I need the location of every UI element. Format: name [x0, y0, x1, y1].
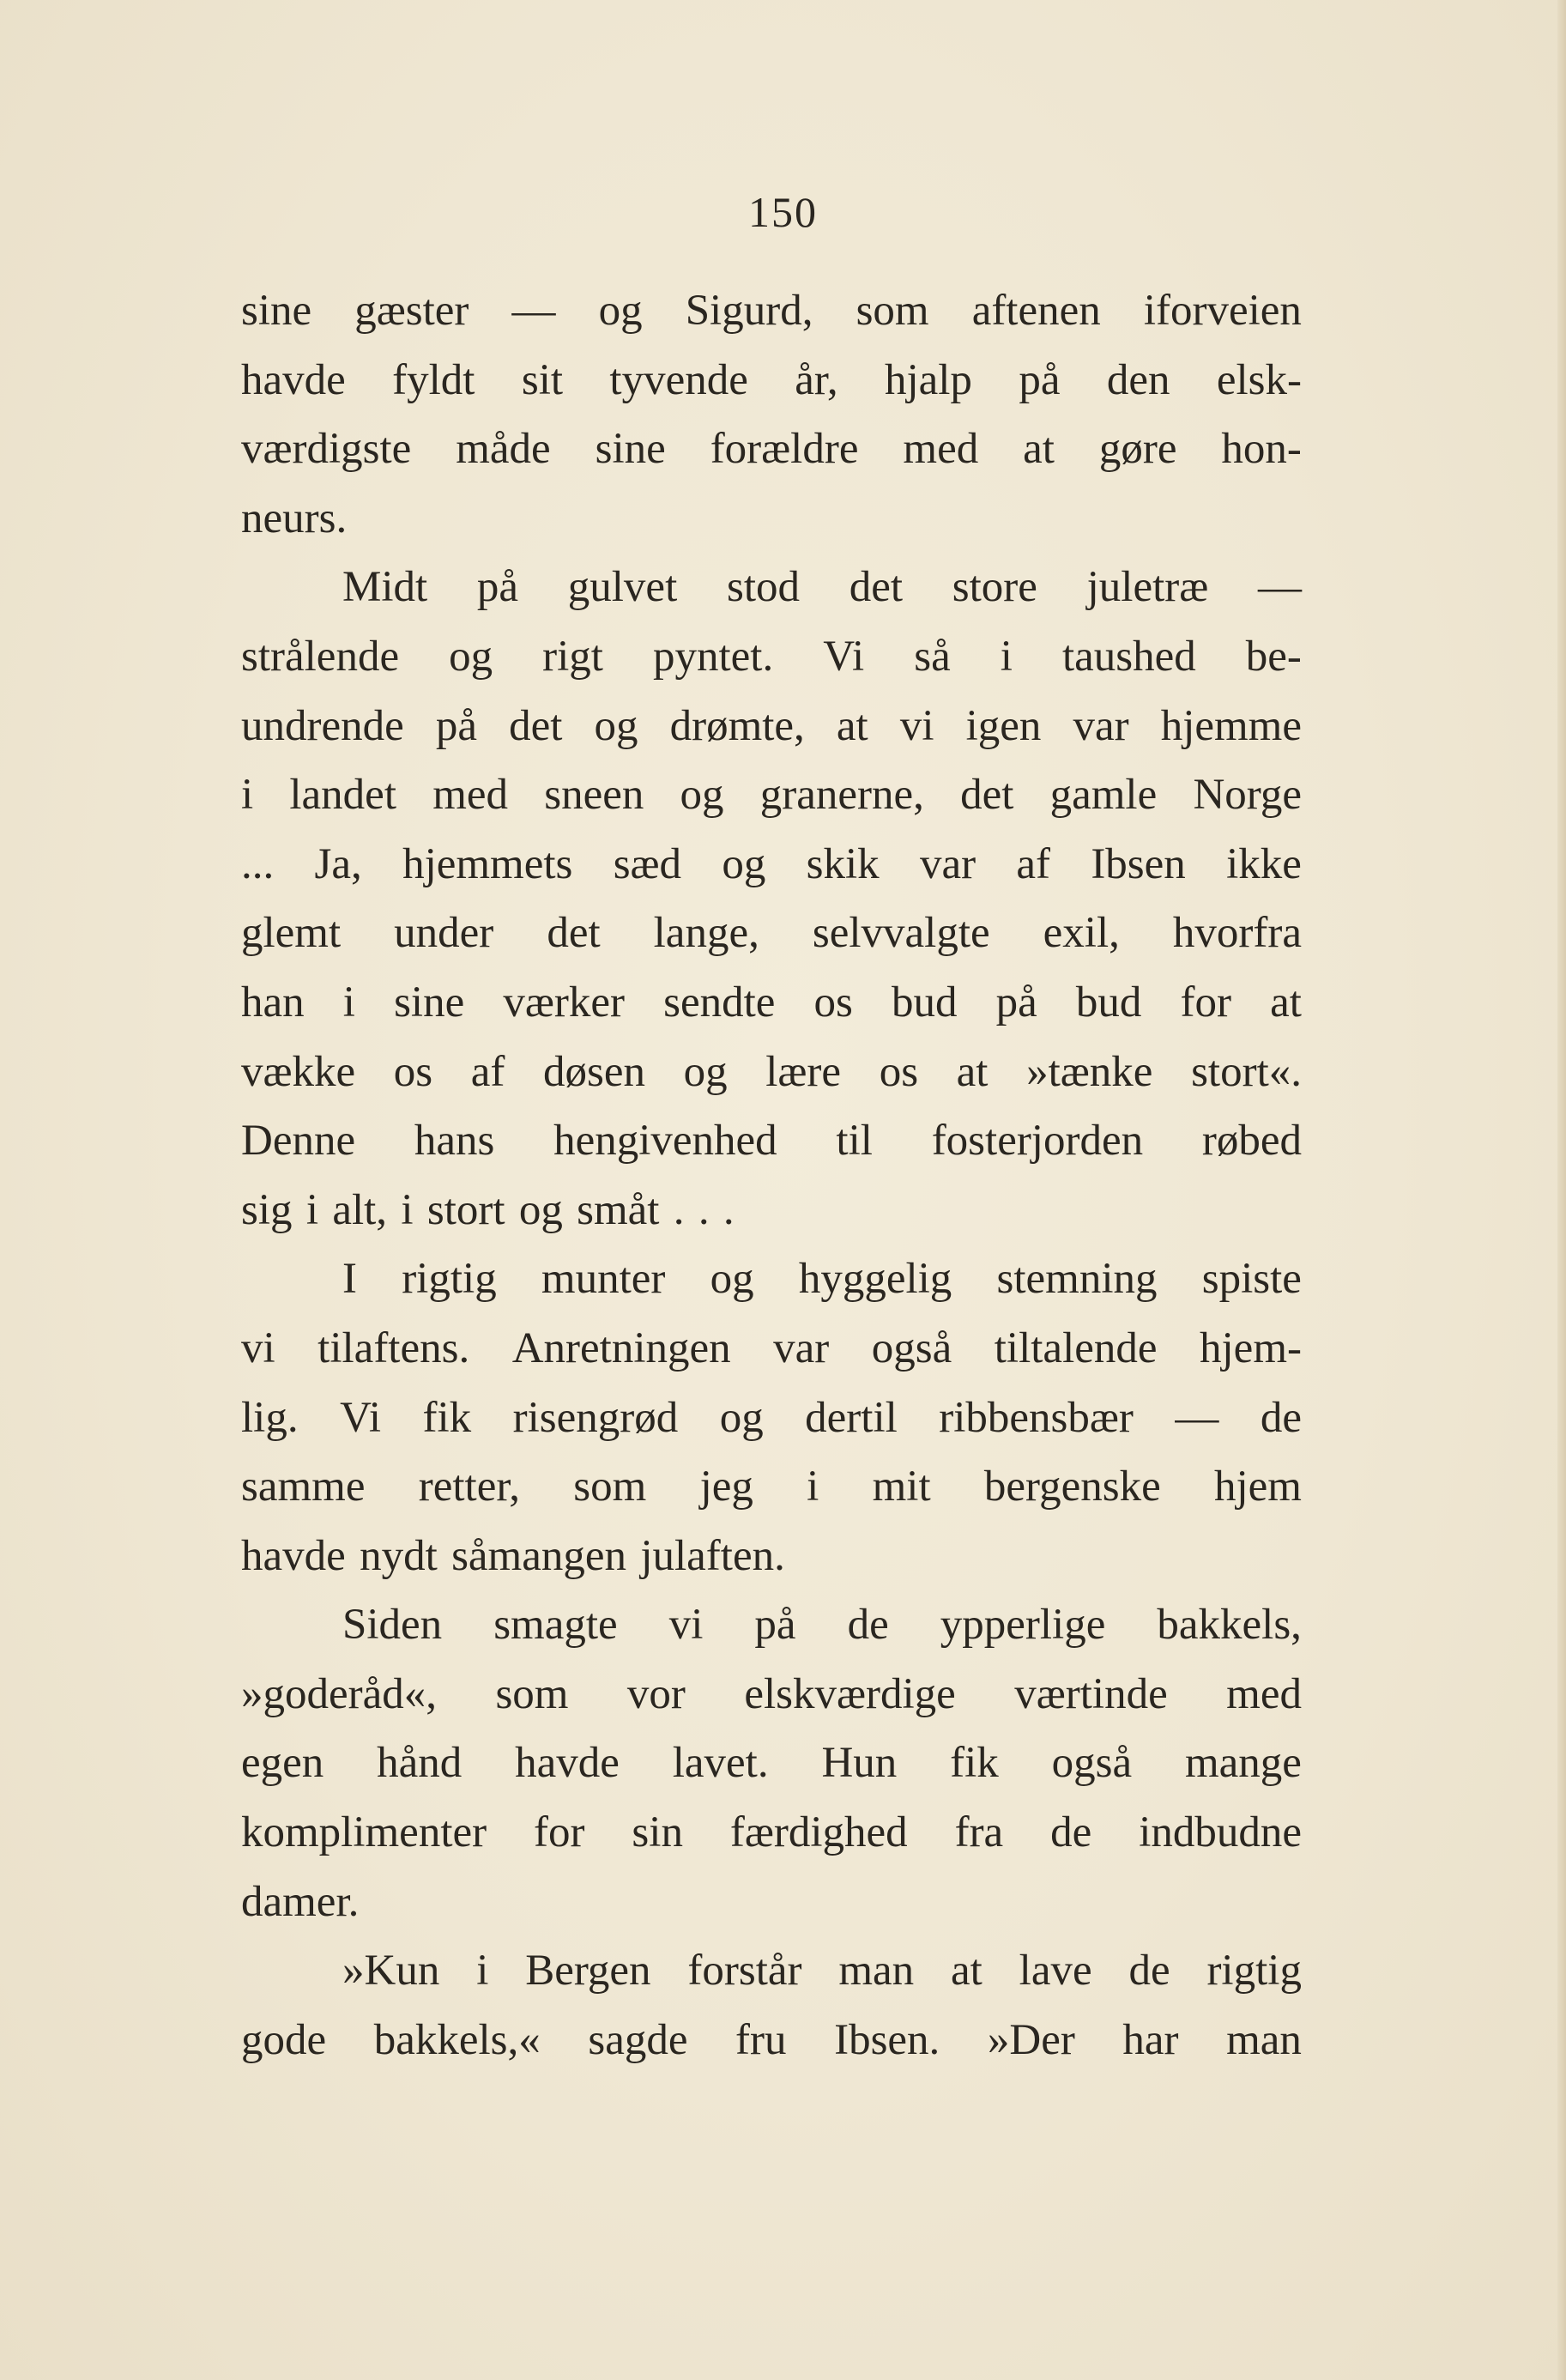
- word: skik: [806, 839, 880, 888]
- word: hengivenhed: [553, 1117, 777, 1166]
- word: bud: [892, 978, 958, 1026]
- word: os: [813, 978, 853, 1026]
- word: Ibsen: [1091, 839, 1186, 888]
- word: vi: [899, 701, 934, 750]
- word: i: [342, 978, 355, 1026]
- word: taushed: [1061, 632, 1196, 681]
- word: tyvende: [609, 355, 748, 404]
- word: de: [1128, 1947, 1170, 1995]
- word: glemt: [241, 909, 342, 958]
- word: ribbensbær: [939, 1393, 1134, 1442]
- word: værker: [503, 978, 625, 1026]
- text-line: [241, 1522, 1302, 1591]
- word: munter: [541, 1255, 666, 1304]
- word: stort: [426, 1185, 505, 1234]
- word: det: [547, 909, 601, 958]
- word: under: [394, 909, 494, 958]
- word: Vi: [823, 632, 865, 681]
- word: strålende: [241, 632, 400, 681]
- word: store: [952, 563, 1037, 612]
- word: lære: [765, 1047, 842, 1096]
- word: tiltalende: [994, 1323, 1158, 1372]
- text-line: [241, 1729, 1302, 1798]
- word: og: [449, 632, 493, 681]
- word: landet: [289, 771, 396, 820]
- word: lave: [1019, 1947, 1092, 1995]
- word: indbudne: [1139, 1808, 1302, 1857]
- word: sneen: [544, 771, 644, 820]
- word: og: [719, 1393, 764, 1442]
- word: og: [598, 287, 643, 335]
- word: som: [856, 287, 929, 335]
- word: på: [1019, 355, 1061, 404]
- word: selvvalgte: [812, 909, 990, 958]
- word: egen: [241, 1739, 324, 1788]
- word: »goderåd«,: [241, 1669, 438, 1718]
- word: »tænke: [1026, 1047, 1153, 1096]
- text-line: [241, 346, 1302, 415]
- word: vække: [241, 1047, 356, 1096]
- word: ikke: [1226, 839, 1302, 888]
- word: og: [594, 701, 638, 750]
- word: bergenske: [983, 1463, 1161, 1511]
- word: stort«.: [1191, 1047, 1302, 1096]
- word: gæster: [354, 287, 469, 335]
- text-line: [241, 968, 1302, 1038]
- word: smagte: [493, 1601, 618, 1650]
- word: år,: [795, 355, 838, 404]
- word: i: [1000, 632, 1013, 681]
- word: småt: [577, 1185, 660, 1234]
- text-line: [241, 1384, 1302, 1453]
- word: at: [836, 701, 868, 750]
- word: julaften.: [640, 1531, 785, 1580]
- word: for: [1180, 978, 1231, 1026]
- word: sine: [394, 978, 465, 1026]
- word: samme: [241, 1463, 366, 1511]
- word: af: [1016, 839, 1051, 888]
- word: som: [495, 1669, 569, 1718]
- word: i: [807, 1463, 819, 1511]
- text-line: [241, 692, 1302, 761]
- word: hjemmets: [402, 839, 573, 888]
- word: fra: [954, 1808, 1004, 1857]
- word: iforveien: [1143, 287, 1302, 335]
- text-line: [241, 484, 1302, 554]
- word: I: [342, 1255, 357, 1304]
- word: gulvet: [567, 563, 678, 612]
- word: mange: [1184, 1739, 1302, 1788]
- word: det: [509, 701, 563, 750]
- word: og: [680, 771, 724, 820]
- text-line: [241, 1936, 1302, 2006]
- word: lange,: [653, 909, 759, 958]
- word: med: [903, 425, 979, 474]
- word: dertil: [805, 1393, 898, 1442]
- word: måde: [456, 425, 551, 474]
- page-number: 150: [748, 188, 818, 236]
- word: sig: [241, 1185, 293, 1234]
- word: på: [995, 978, 1037, 1026]
- word: Denne: [241, 1117, 356, 1166]
- text-line: [241, 2006, 1302, 2075]
- word: de: [1050, 1808, 1092, 1857]
- text-line: [241, 830, 1302, 899]
- word: var: [773, 1323, 830, 1372]
- word: vi: [668, 1601, 704, 1650]
- word: færdighed: [729, 1808, 908, 1857]
- word: »Kun: [342, 1947, 440, 1995]
- word: forstår: [687, 1947, 802, 1995]
- word: hon-: [1221, 425, 1302, 474]
- word: igen: [965, 701, 1042, 750]
- word: bud: [1075, 978, 1142, 1026]
- word: Midt: [342, 563, 428, 612]
- word: bakkels,«: [373, 2015, 541, 2064]
- word: sit: [521, 355, 564, 404]
- text-line: [241, 1314, 1302, 1384]
- word: sæd: [613, 839, 682, 888]
- word: fyldt: [392, 355, 475, 404]
- word: Norge: [1193, 771, 1302, 820]
- word: med: [432, 771, 509, 820]
- word: gamle: [1049, 771, 1158, 820]
- word: på: [476, 563, 519, 612]
- word: Sigurd,: [685, 287, 813, 335]
- word: i: [305, 1185, 319, 1234]
- word: døsen: [543, 1047, 645, 1096]
- word: også: [1051, 1739, 1133, 1788]
- text-line: [241, 1798, 1302, 1868]
- word: Ja,: [314, 839, 362, 888]
- word: fru: [735, 2015, 787, 2064]
- word: at: [956, 1047, 989, 1096]
- word: også: [871, 1323, 952, 1372]
- word: drømte,: [669, 701, 805, 750]
- word: hjalp: [884, 355, 972, 404]
- word: Ibsen.: [834, 2015, 940, 2064]
- word: han: [241, 978, 305, 1026]
- word: retter,: [418, 1463, 521, 1511]
- word: hjemme: [1160, 701, 1302, 750]
- text-line: [241, 760, 1302, 830]
- word: hånd: [377, 1739, 463, 1788]
- text-line: [241, 276, 1302, 346]
- text-line: [241, 1176, 1302, 1245]
- word: som: [573, 1463, 647, 1511]
- word: med: [1226, 1669, 1302, 1718]
- word: at: [1270, 978, 1302, 1026]
- text-line: [241, 1038, 1302, 1107]
- body-text: [241, 276, 1302, 2074]
- word: og: [722, 839, 766, 888]
- word: og: [683, 1047, 728, 1096]
- word: sagde: [588, 2015, 688, 2064]
- word: så: [914, 632, 951, 681]
- word: hjem: [1213, 1463, 1302, 1511]
- word: på: [754, 1601, 796, 1650]
- word: det: [960, 771, 1014, 820]
- word: damer.: [241, 1877, 360, 1926]
- word: Siden: [342, 1601, 443, 1650]
- word: sine: [595, 425, 666, 474]
- word: såmangen: [451, 1531, 627, 1580]
- word: den: [1106, 355, 1170, 404]
- word: i: [241, 771, 254, 820]
- word: vi: [241, 1323, 275, 1372]
- word: neurs.: [241, 494, 348, 542]
- word: i: [401, 1185, 414, 1234]
- word: at: [1023, 425, 1055, 474]
- word: har: [1122, 2015, 1179, 2064]
- word: sendte: [663, 978, 776, 1026]
- word: det: [849, 563, 904, 612]
- word: for: [534, 1808, 585, 1857]
- text-line: [241, 553, 1302, 622]
- word: »Der: [987, 2015, 1075, 2064]
- text-line: [241, 1590, 1302, 1660]
- word: komplimenter: [241, 1808, 487, 1857]
- word: værdigste: [241, 425, 412, 474]
- word: hvorfra: [1172, 909, 1302, 958]
- word: havde: [241, 1531, 346, 1580]
- word: Vi: [340, 1393, 381, 1442]
- word: rigt: [542, 632, 603, 681]
- word: havde: [241, 355, 346, 404]
- word: elsk-: [1216, 355, 1302, 404]
- word: fik: [422, 1393, 472, 1442]
- word: aftenen: [971, 287, 1101, 335]
- word: nydt: [360, 1531, 438, 1580]
- word: de: [1260, 1393, 1302, 1442]
- text-line: [241, 1106, 1302, 1176]
- word: til: [836, 1117, 873, 1166]
- word: at: [951, 1947, 983, 1995]
- word: elskværdige: [744, 1669, 956, 1718]
- word: .: [673, 1185, 685, 1234]
- word: pyntet.: [653, 632, 774, 681]
- word: exil,: [1043, 909, 1120, 958]
- word: man: [1226, 2015, 1302, 2064]
- word: —: [1257, 563, 1302, 612]
- text-line: [241, 622, 1302, 692]
- word: lavet.: [672, 1739, 769, 1788]
- word: og: [518, 1185, 563, 1234]
- word: undrende: [241, 701, 404, 750]
- word: rigtig: [1206, 1947, 1302, 1995]
- text-line: [241, 1868, 1302, 1937]
- word: havde: [515, 1739, 620, 1788]
- word: man: [838, 1947, 915, 1995]
- text-line: [241, 1245, 1302, 1314]
- word: hjem-: [1200, 1323, 1302, 1372]
- word: de: [847, 1601, 889, 1650]
- word: risengrød: [512, 1393, 679, 1442]
- word: be-: [1245, 632, 1302, 681]
- word: granerne,: [759, 771, 924, 820]
- text-line: [241, 1660, 1302, 1729]
- word: alt,: [332, 1185, 388, 1234]
- word: ypperlige: [940, 1601, 1106, 1650]
- word: os: [879, 1047, 919, 1096]
- word: på: [435, 701, 477, 750]
- word: værtinde: [1014, 1669, 1168, 1718]
- word: var: [919, 839, 976, 888]
- word: røbed: [1201, 1117, 1302, 1166]
- word: Bergen: [525, 1947, 651, 1995]
- word: —: [1175, 1393, 1219, 1442]
- word: hans: [414, 1117, 495, 1166]
- word: sin: [632, 1808, 683, 1857]
- word: .: [723, 1185, 735, 1234]
- word: gøre: [1098, 425, 1177, 474]
- word: fik: [950, 1739, 999, 1788]
- word: os: [393, 1047, 433, 1096]
- text-line: [241, 1452, 1302, 1522]
- word: af: [470, 1047, 505, 1096]
- text-line: [241, 415, 1302, 484]
- word: sine: [241, 287, 312, 335]
- word: i: [476, 1947, 489, 1995]
- word: spiste: [1201, 1255, 1302, 1304]
- word: Hun: [821, 1739, 898, 1788]
- word: jeg: [699, 1463, 753, 1511]
- word: forældre: [710, 425, 859, 474]
- word: .: [698, 1185, 710, 1234]
- word: stod: [726, 563, 800, 612]
- word: stemning: [996, 1255, 1158, 1304]
- word: tilaftens.: [317, 1323, 470, 1372]
- word: Anretningen: [511, 1323, 731, 1372]
- word: —: [511, 287, 556, 335]
- word: mit: [872, 1463, 931, 1511]
- word: var: [1073, 701, 1129, 750]
- word: og: [710, 1255, 754, 1304]
- word: lig.: [241, 1393, 299, 1442]
- word: rigtig: [402, 1255, 497, 1304]
- word: fosterjorden: [931, 1117, 1144, 1166]
- text-line: [241, 899, 1302, 968]
- word: gode: [241, 2015, 327, 2064]
- word: bakkels,: [1157, 1601, 1302, 1650]
- word: hyggelig: [798, 1255, 952, 1304]
- word: juletræ: [1086, 563, 1209, 612]
- word: ...: [241, 839, 275, 888]
- word: vor: [626, 1669, 686, 1718]
- page-edge: [1557, 0, 1566, 2380]
